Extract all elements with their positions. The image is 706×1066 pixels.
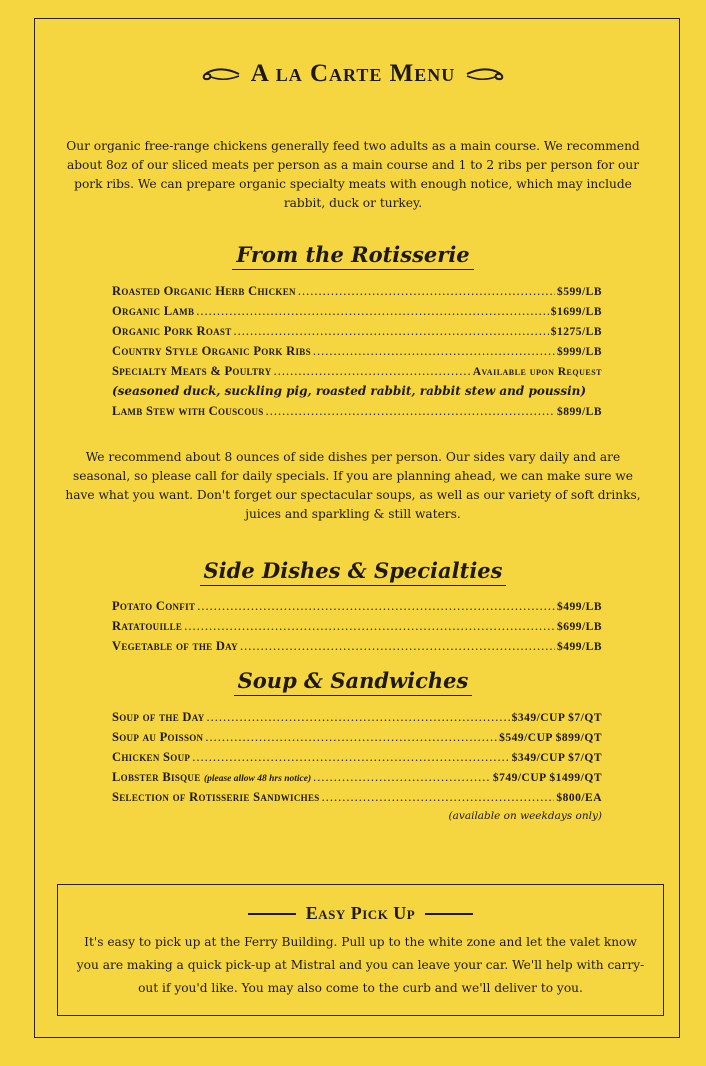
sides-list xyxy=(112,596,602,656)
bisque-note: (please allow 48 hrs notice) xyxy=(203,774,312,784)
rotisserie-title: From the Rotisserie xyxy=(232,242,473,270)
menu-item: Vegetable of the Day ..... $499/LB xyxy=(112,636,602,656)
sandwich-note: (available on weekdays only) xyxy=(448,810,602,822)
sides-title: Side Dishes & Specialties xyxy=(200,558,507,586)
pickup-title: Easy Pick Up xyxy=(305,903,416,923)
pickup-box xyxy=(57,884,664,1016)
menu-title: A la Carte Menu xyxy=(250,60,456,87)
specialty-note: (seasoned duck, suckling pig, roasted rabbit, rabbit stew and poussin) xyxy=(112,384,587,398)
menu-item: Lobster Bisque (please allow 48 hrs notice) ..... $749/CUP $1499/QT xyxy=(112,767,602,787)
menu-item: Soup au Poisson ..... $549/CUP $899/QT xyxy=(112,727,602,747)
menu-item: Selection of Rotisserie Sandwiches ..... $800/EA xyxy=(112,787,602,807)
pickup-paragraph: It's easy to pick up at the Ferry Building. Pull up to the white zone and let the valet know you are making a quick pick-up at Mistral and you can leave your car. We'll help with carry-out if you'd like. You may also come to the curb and we'll deliver to you. xyxy=(76,935,645,995)
rotisserie-heading xyxy=(0,242,706,270)
left-flourish-icon xyxy=(197,64,241,84)
soup-list xyxy=(112,707,602,825)
divider xyxy=(425,913,473,915)
menu-item: Roasted Organic Herb Chicken ..... $599/LB xyxy=(112,281,602,301)
pickup-heading xyxy=(58,903,663,924)
divider xyxy=(248,913,296,915)
soup-title: Soup & Sandwiches xyxy=(234,668,473,696)
menu-item: Soup of the Day ..... $349/CUP $7/QT xyxy=(112,707,602,727)
intro-paragraph: Our organic free-range chickens generally feed two adults as a main course. We recommend about 8oz of our sliced meats per person as a main course and 1 to 2 ribs per person for our pork ribs. We can prepare organic specialty meats with enough notice, which may include rabbit, duck or turkey. xyxy=(66,139,640,210)
menu-item: Ratatouille ..... $699/LB xyxy=(112,616,602,636)
menu-header xyxy=(0,60,706,88)
menu-item: Organic Lamb ..... $1699/LB xyxy=(112,301,602,321)
menu-item: Organic Pork Roast ..... $1275/LB xyxy=(112,321,602,341)
menu-item: Specialty Meats & Poultry ..... Available upon Request xyxy=(112,361,602,381)
menu-item: Potato Confit ..... $499/LB xyxy=(112,596,602,616)
rotisserie-list xyxy=(112,281,602,421)
right-flourish-icon xyxy=(465,64,509,84)
menu-item: Country Style Organic Pork Ribs ..... $999/LB xyxy=(112,341,602,361)
sides-heading xyxy=(0,558,706,586)
menu-item: Lamb Stew with Couscous ..... $899/LB xyxy=(112,401,602,421)
menu-item: Chicken Soup ..... $349/CUP $7/QT xyxy=(112,747,602,767)
soup-heading xyxy=(0,668,706,696)
sides-intro-paragraph: We recommend about 8 ounces of side dishes per person. Our sides vary daily and are seasonal, so please call for daily specials. If you are planning ahead, we can make sure we have what you want. Don't forget our spectacular soups, as well as our variety of soft drinks, juices and sparkling & still waters. xyxy=(65,450,641,521)
